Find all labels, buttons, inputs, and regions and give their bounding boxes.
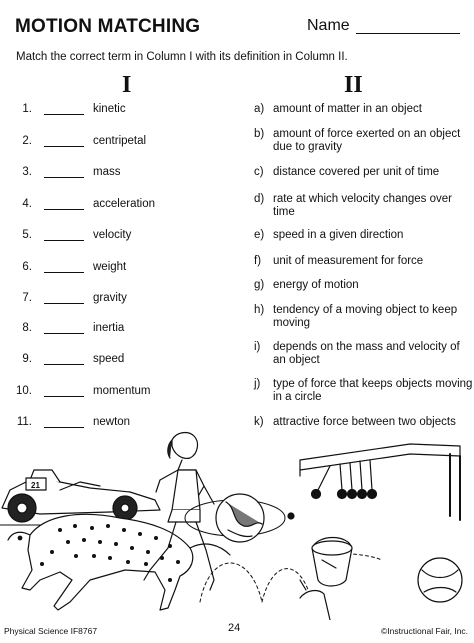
term-word: weight [93,261,127,273]
term-number: 5. [22,229,32,241]
term-word: mass [93,166,121,178]
definition-text: amount of matter in an object [273,103,422,115]
term-number: 1. [22,103,32,115]
definition-text: amount of force exerted on an object due to gravity [273,128,461,153]
definition-text: tendency of a moving object to keep moving [273,304,458,329]
answer-blank[interactable] [44,209,84,210]
race-car-number: 21 [31,481,40,490]
term-number: 10. [16,385,32,397]
footer-copyright: ©Instructional Fair, Inc. [381,626,469,636]
answer-blank[interactable] [44,427,84,428]
page-title: MOTION MATCHING [15,16,201,37]
definition-letter: g) [254,279,265,291]
term-number: 9. [22,353,32,365]
answer-blank[interactable] [44,303,84,304]
instructions: Match the correct term in Column I with its definition in Column II. [16,51,348,63]
answer-blank[interactable] [44,114,84,115]
term-word: centripetal [93,135,147,147]
term-number: 11. [16,416,32,428]
definition-text: energy of motion [273,279,359,291]
definition-text: distance covered per unit of time [273,166,440,178]
answer-blank[interactable] [44,177,84,178]
term-number: 2. [22,135,32,147]
term-word: velocity [93,229,132,241]
term-word: momentum [93,385,151,397]
definition-letter: c) [254,166,264,178]
definition-text: unit of measurement for force [273,255,424,267]
motion-illustration [0,430,474,620]
globe-icon [185,494,294,542]
definition-letter: k) [254,416,264,428]
term-number: 3. [22,166,32,178]
definition-text: attractive force between two objects [273,416,456,428]
term-word: acceleration [93,198,156,210]
definition-text: speed in a given direction [273,229,404,241]
newtons-cradle-icon [300,444,460,520]
term-number: 6. [22,261,32,273]
term-word: inertia [93,322,125,334]
answer-blank[interactable] [44,333,84,334]
column-one-heading: I [122,72,132,98]
term-number: 8. [22,322,32,334]
answer-blank[interactable] [44,272,84,273]
ball-icon [418,558,462,602]
term-number: 4. [22,198,32,210]
definition-letter: e) [254,229,265,241]
answer-blank[interactable] [44,396,84,397]
definition-letter: a) [254,103,265,115]
term-word: newton [93,416,131,428]
answer-blank[interactable] [44,146,84,147]
term-word: gravity [93,292,127,304]
bucket-icon [312,538,352,587]
name-label: Name [307,17,350,34]
bouncing-ball-path [200,554,382,602]
cheetah-icon [8,514,230,610]
definition-letter: f) [254,255,262,267]
definition-text: depends on the mass and velocity of an object [273,341,460,366]
definition-letter: j) [254,378,261,390]
answer-blank[interactable] [44,364,84,365]
footer-book-code: Physical Science IF8767 [4,626,98,636]
definition-letter: d) [254,193,265,205]
definition-text: type of force that keeps objects moving in a circle [273,378,473,403]
definition-letter: h) [254,304,265,316]
name-field-line[interactable] [356,33,460,34]
answer-blank[interactable] [44,240,84,241]
definition-text: rate at which velocity changes over time [273,193,452,218]
term-word: kinetic [93,103,126,115]
term-number: 7. [22,292,32,304]
term-word: speed [93,353,125,365]
page-number: 24 [228,622,241,634]
definition-letter: i) [254,341,261,353]
column-two-heading: II [344,72,363,98]
definition-letter: b) [254,128,265,140]
